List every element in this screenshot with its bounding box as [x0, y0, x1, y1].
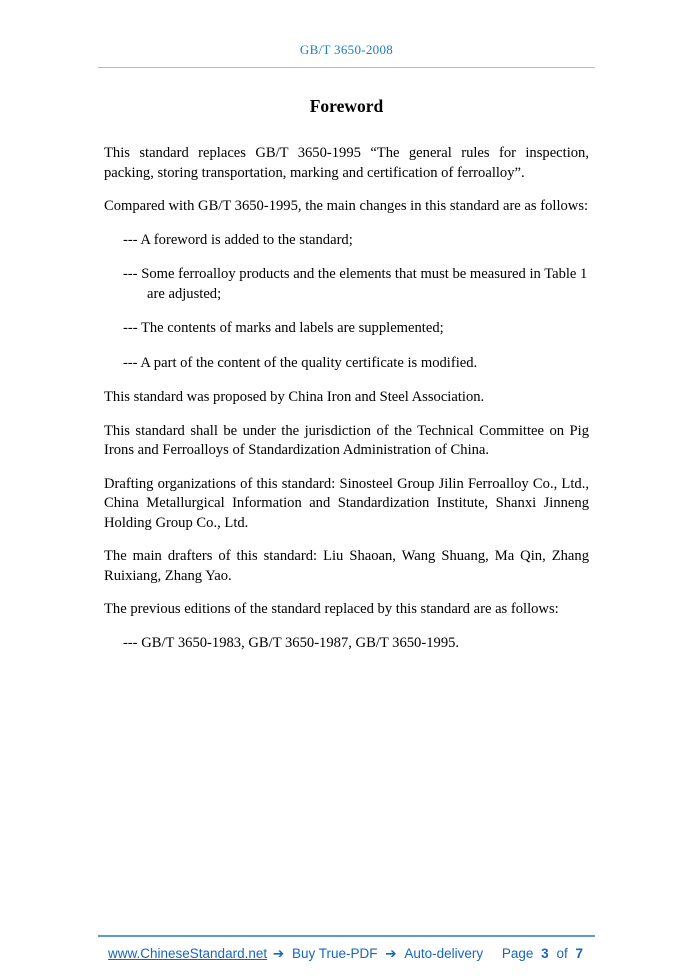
- page-current-number: 3: [541, 946, 549, 961]
- page-footer: [0, 935, 693, 962]
- paragraph-drafting-organizations: Drafting organizations of this standard: Sinosteel Group Jilin Ferroalloy Co., Ltd., China Metallurgical Information and Standardization Institute, Shanxi Jinneng Holding Group Co., Ltd.: [104, 475, 589, 531]
- footer-promo: [108, 946, 485, 962]
- paragraph-replaces: This standard replaces GB/T 3650-1995 “The general rules for inspection, packing, storing transportation, marking and certification of ferroalloy”.: [104, 145, 589, 181]
- document-body: [0, 96, 693, 653]
- list-item-foreword-added: --- A foreword is added to the standard;: [123, 231, 353, 248]
- arrow-icon: ➔: [385, 946, 397, 961]
- paragraph-proposed-by: This standard was proposed by China Iron and Steel Association.: [104, 389, 485, 405]
- arrow-icon: ➔: [272, 946, 285, 961]
- header-divider: [98, 67, 595, 68]
- list-item-certificate-modified: --- A part of the content of the quality certificate is modified.: [123, 354, 478, 371]
- page-indicator: [500, 946, 585, 961]
- footer-divider: [98, 935, 595, 937]
- list-item-previous-versions: --- GB/T 3650-1983, GB/T 3650-1987, GB/T 3650-1995.: [123, 634, 460, 651]
- page-header: [0, 0, 693, 68]
- of-label: of: [556, 946, 568, 961]
- footer-row: [98, 946, 595, 962]
- list-item-marks-supplemented: --- The contents of marks and labels are supplemented;: [123, 320, 444, 336]
- paragraph-main-drafters: The main drafters of this standard: Liu Shaoan, Wang Shuang, Ma Qin, Zhang Ruixiang, Zhang Yao.: [104, 548, 589, 584]
- page-title: Foreword: [309, 96, 384, 116]
- footer-delivery-label: Auto-delivery: [404, 946, 484, 961]
- page-total-number: 7: [575, 946, 583, 961]
- website-link[interactable]: www.ChineseStandard.net: [108, 946, 268, 961]
- page-label: Page: [501, 946, 534, 961]
- header-standard-number: GB/T 3650-2008: [299, 42, 394, 57]
- list-item-products-adjusted: --- Some ferroalloy products and the elements that must be measured in Table 1 are adjusted;: [123, 266, 588, 302]
- paragraph-jurisdiction: This standard shall be under the jurisdiction of the Technical Committee on Pig Irons and Ferroalloys of Standardization Administration of China.: [104, 422, 589, 458]
- paragraph-compared: Compared with GB/T 3650-1995, the main changes in this standard are as follows:: [104, 198, 589, 214]
- footer-buy-label: Buy True-PDF: [291, 946, 378, 961]
- paragraph-previous-editions: The previous editions of the standard replaced by this standard are as follows:: [104, 601, 559, 617]
